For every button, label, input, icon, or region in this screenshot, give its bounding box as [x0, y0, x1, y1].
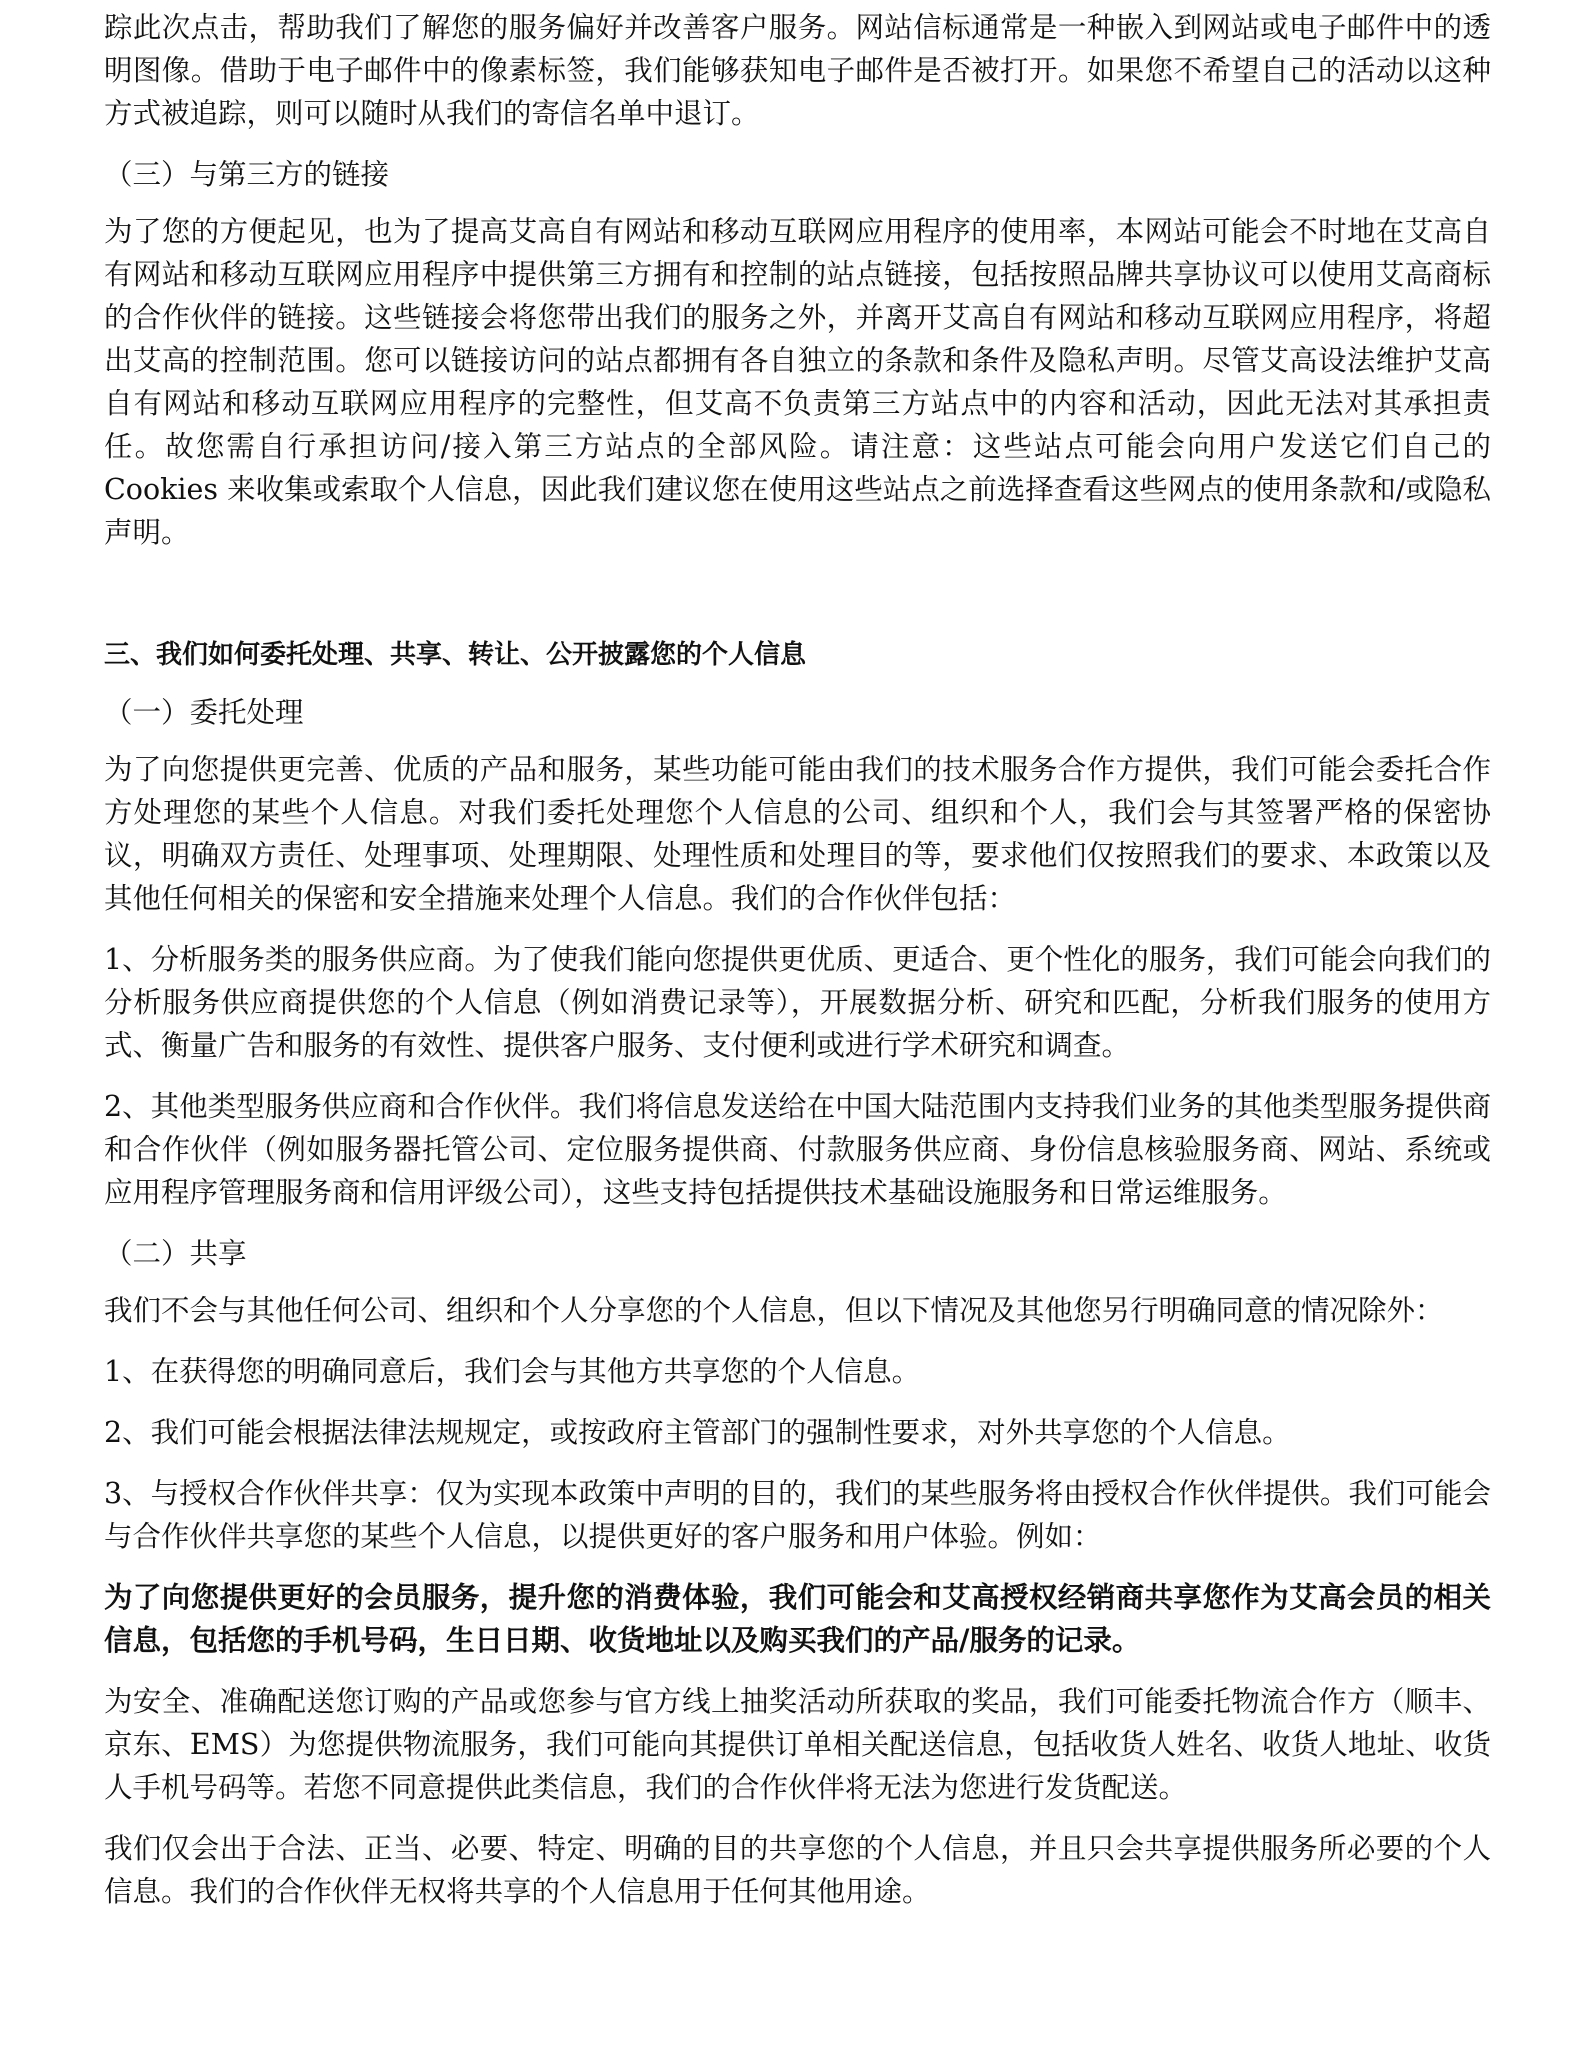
- paragraph-beacon-tracking: 踪此次点击，帮助我们了解您的服务偏好并改善客户服务。网站信标通常是一种嵌入到网站或电子邮件中的透明图像。借助于电子邮件中的像素标签，我们能够获知电子邮件是否被打开。如果您不希望自己的活动以这种方式被追踪，则可以随时从我们的寄信名单中退订。: [104, 11, 1491, 130]
- list-item-partner-sharing: 3、与授权合作伙伴共享：仅为实现本政策中声明的目的，我们的某些服务将由授权合作伙伴提供。我们可能会与合作伙伴共享您的某些个人信息，以提供更好的客户服务和用户体验。例如：: [104, 1477, 1491, 1553]
- list-item-other-providers: 2、其他类型服务供应商和合作伙伴。我们将信息发送给在中国大陆范围内支持我们业务的其他类型服务提供商和合作伙伴（例如服务器托管公司、定位服务提供商、付款服务供应商、身份信息核验服务商、网站、系统或应用程序管理服务商和信用评级公司），这些支持包括提供技术基础设施服务和日常运维服务。: [104, 1090, 1491, 1209]
- paragraph-member-sharing-bold: 为了向您提供更好的会员服务，提升您的消费体验，我们可能会和艾高授权经销商共享您作为艾高会员的相关信息，包括您的手机号码，生日日期、收货地址以及购买我们的产品/服务的记录。: [104, 1580, 1491, 1657]
- paragraph-sharing-limitation: 我们仅会出于合法、正当、必要、特定、明确的目的共享您的个人信息，并且只会共享提供服务所必要的个人信息。我们的合作伙伴无权将共享的个人信息用于任何其他用途。: [104, 1832, 1491, 1908]
- subheading-entrusted-processing: （一）委托处理: [104, 696, 304, 729]
- paragraph-logistics-sharing: 为安全、准确配送您订购的产品或您参与官方线上抽奖活动所获取的奖品，我们可能委托物流合作方（顺丰、京东、EMS）为您提供物流服务，我们可能向其提供订单相关配送信息，包括收货人姓名、收货人地址、收货人手机号码等。若您不同意提供此类信息，我们的合作伙伴将无法为您进行发货配送。: [104, 1685, 1491, 1804]
- paragraph-third-party-links: 为了您的方便起见，也为了提高艾高自有网站和移动互联网应用程序的使用率，本网站可能会不时地在艾高自有网站和移动互联网应用程序中提供第三方拥有和控制的站点链接，包括按照品牌共享协议可以使用艾高商标的合作伙伴的链接。这些链接会将您带出我们的服务之外，并离开艾高自有网站和移动互联网应用程序，将超出艾高的控制范围。您可以链接访问的站点都拥有各自独立的条款和条件及隐私声明。尽管艾高设法维护艾高自有网站和移动互联网应用程序的完整性，但艾高不负责第三方站点中的内容和活动，因此无法对其承担责任。故您需自行承担访问/接入第三方站点的全部风险。请注意：这些站点可能会向用户发送它们自己的 Cookies 来收集或索取个人信息，因此我们建议您在使用这些站点之前选择查看这些网点的使用条款和/或隐私声明。: [104, 215, 1491, 549]
- subheading-sharing: （二）共享: [104, 1237, 247, 1270]
- section-heading-entrust-share: 三、我们如何委托处理、共享、转让、公开披露您的个人信息: [104, 640, 807, 670]
- paragraph-sharing-intro: 我们不会与其他任何公司、组织和个人分享您的个人信息，但以下情况及其他您另行明确同意的情况除外：: [104, 1294, 1444, 1327]
- paragraph-entrusted-processing: 为了向您提供更完善、优质的产品和服务，某些功能可能由我们的技术服务合作方提供，我们可能会委托合作方处理您的某些个人信息。对我们委托处理您个人信息的公司、组织和个人，我们会与其签署严格的保密协议，明确双方责任、处理事项、处理期限、处理性质和处理目的等，要求他们仅按照我们的要求、本政策以及其他任何相关的保密和安全措施来处理个人信息。我们的合作伙伴包括：: [104, 753, 1491, 915]
- list-item-analytics-providers: 1、分析服务类的服务供应商。为了使我们能向您提供更优质、更适合、更个性化的服务，我们可能会向我们的分析服务供应商提供您的个人信息（例如消费记录等），开展数据分析、研究和匹配，分析我们服务的使用方式、衡量广告和服务的有效性、提供客户服务、支付便利或进行学术研究和调查。: [104, 943, 1491, 1062]
- list-item-consent-sharing: 1、在获得您的明确同意后，我们会与其他方共享您的个人信息。: [104, 1355, 921, 1388]
- list-item-legal-sharing: 2、我们可能会根据法律法规规定，或按政府主管部门的强制性要求，对外共享您的个人信息。: [104, 1416, 1291, 1449]
- subheading-third-party-links: （三）与第三方的链接: [104, 158, 390, 191]
- document-page: [104, 6, 1491, 1913]
